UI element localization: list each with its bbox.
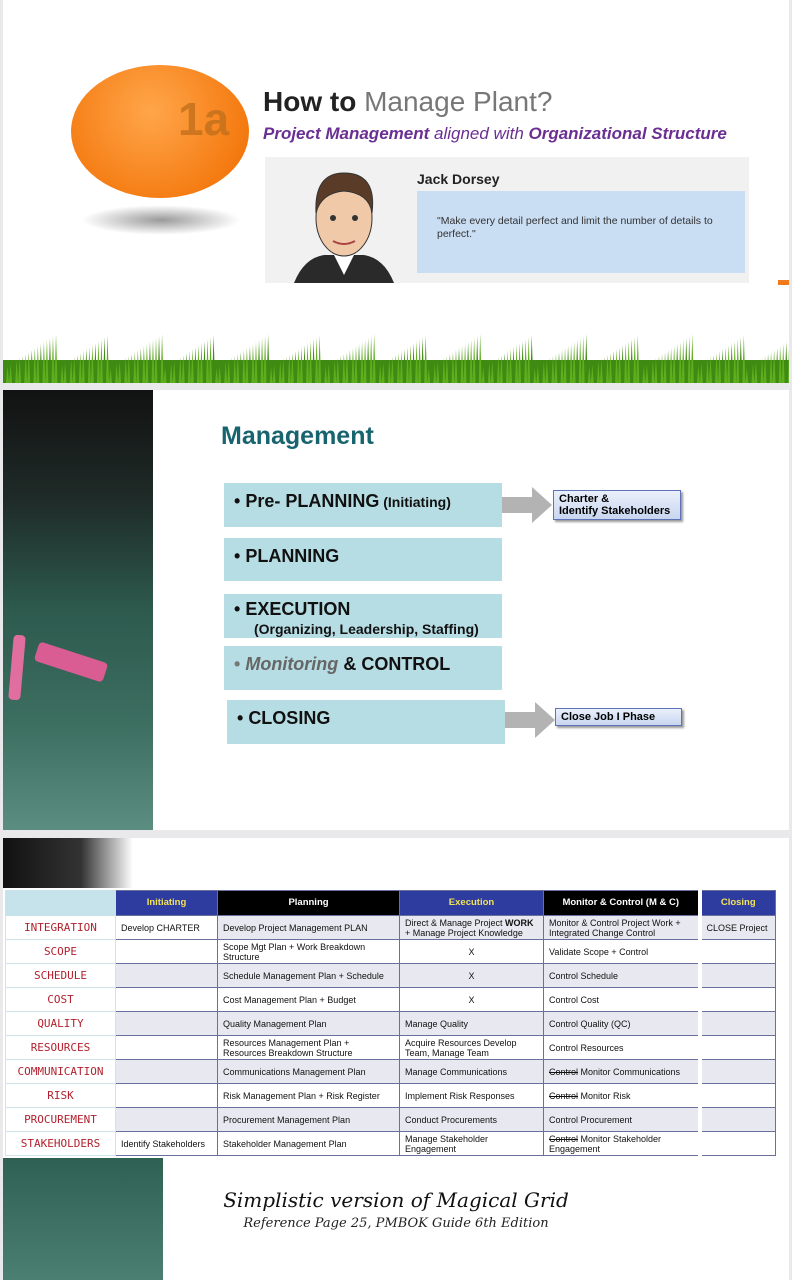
table-cell: Cost Management Plan + Budget (218, 988, 400, 1012)
table-cell: Implement Risk Responses (400, 1084, 544, 1108)
knowledge-area-label: QUALITY (6, 1012, 116, 1036)
footer-title: Simplistic version of Magical Grid (223, 1188, 569, 1212)
table-corner (6, 891, 116, 916)
table-cell: X (400, 940, 544, 964)
table-row (6, 940, 776, 964)
table-cell: Manage Communications (400, 1060, 544, 1084)
table-cell: Scope Mgt Plan + Work Breakdown Structure (218, 940, 400, 964)
table-row (6, 1012, 776, 1036)
callout-charter: Charter & Identify Stakeholders (553, 490, 681, 520)
slide-magical-grid (3, 838, 789, 1280)
chalk-icon (8, 635, 26, 701)
column-header-monitor: Monitor & Control (M & C) (544, 891, 700, 916)
table-cell: Procurement Management Plan (218, 1108, 400, 1132)
quote-author: Jack Dorsey (417, 171, 500, 187)
table-cell: Control Procurement (544, 1108, 700, 1132)
column-header-planning: Planning (218, 891, 400, 916)
orb-shadow (81, 205, 241, 235)
avatar (289, 163, 399, 283)
struck-text: Control (549, 1133, 579, 1144)
table-row (6, 1060, 776, 1084)
accent-bar (778, 280, 789, 285)
table-cell (116, 988, 218, 1012)
section-heading: Management (221, 422, 374, 450)
chalkboard-graphic (3, 390, 153, 830)
table-cell: Develop Project Management PLAN (218, 916, 400, 940)
chalkboard-graphic (3, 838, 133, 888)
slide-number-badge: 1a (178, 93, 230, 145)
cell-text: Monitor Risk (578, 1090, 631, 1101)
table-cell: Control Schedule (544, 964, 700, 988)
table-cell (700, 1132, 776, 1156)
table-cell (400, 916, 544, 940)
phase-planning: • PLANNING (224, 538, 502, 581)
knowledge-area-label: INTEGRATION (6, 916, 116, 940)
struck-text: Control (549, 1090, 579, 1101)
cell-text: Monitor Stakeholder Engagement (549, 1133, 662, 1154)
column-header-initiating: Initiating (116, 891, 218, 916)
table-cell (544, 1132, 700, 1156)
callout-close-job: Close Job I Phase (555, 708, 682, 726)
table-cell: Conduct Procurements (400, 1108, 544, 1132)
table-cell: Identify Stakeholders (116, 1132, 218, 1156)
table-cell: Acquire Resources Develop Team, Manage Team (400, 1036, 544, 1060)
arrow-right-icon (502, 487, 552, 523)
table-cell (700, 1084, 776, 1108)
table-cell (700, 1012, 776, 1036)
table-row (6, 1084, 776, 1108)
table-cell: X (400, 964, 544, 988)
cell-text: Monitor Communications (578, 1066, 681, 1077)
knowledge-area-label: PROCUREMENT (6, 1108, 116, 1132)
table-row (6, 916, 776, 940)
table-row (6, 1108, 776, 1132)
table-cell (700, 940, 776, 964)
table-cell (116, 1108, 218, 1132)
slide-how-to-manage-plant (3, 0, 789, 383)
slide-management (3, 390, 789, 830)
table-cell: Schedule Management Plan + Schedule (218, 964, 400, 988)
table-cell: Control Quality (QC) (544, 1012, 700, 1036)
column-header-closing: Closing (700, 891, 776, 916)
table-cell: Stakeholder Management Plan (218, 1132, 400, 1156)
cell-text: Direct & Manage Project (405, 917, 506, 928)
table-cell: Quality Management Plan (218, 1012, 400, 1036)
table-cell: X (400, 988, 544, 1012)
quote-card (265, 157, 749, 283)
knowledge-area-label: RESOURCES (6, 1036, 116, 1060)
knowledge-area-label: SCHEDULE (6, 964, 116, 988)
footer-reference: Reference Page 25, PMBOK Guide 6th Edition (243, 1216, 549, 1231)
table-row (6, 988, 776, 1012)
grass-graphic (3, 320, 789, 383)
knowledge-area-label: SCOPE (6, 940, 116, 964)
chalk-icon (34, 641, 109, 682)
process-grid-table (5, 890, 776, 1156)
table-cell (116, 1060, 218, 1084)
table-cell (700, 1108, 776, 1132)
column-header-execution: Execution (400, 891, 544, 916)
phase-pre-planning: • Pre- PLANNING (Initiating) (224, 483, 502, 527)
table-cell: Develop CHARTER (116, 916, 218, 940)
quote-bubble: "Make every detail perfect and limit the number of details to perfect." (417, 191, 745, 273)
table-cell (116, 940, 218, 964)
table-cell: Validate Scope + Control (544, 940, 700, 964)
phase-closing: • CLOSING (227, 700, 505, 744)
table-cell: CLOSE Project (700, 916, 776, 940)
table-cell: Control Resources (544, 1036, 700, 1060)
table-cell: Manage Stakeholder Engagement (400, 1132, 544, 1156)
table-cell (116, 964, 218, 988)
table-row (6, 1132, 776, 1156)
table-cell (544, 1084, 700, 1108)
table-cell (116, 1012, 218, 1036)
phase-execution: • EXECUTION (Organizing, Leadership, Staffing) (224, 594, 502, 638)
table-cell: Control Cost (544, 988, 700, 1012)
knowledge-area-label: STAKEHOLDERS (6, 1132, 116, 1156)
table-cell (700, 964, 776, 988)
table-cell (700, 1036, 776, 1060)
table-cell (700, 1060, 776, 1084)
table-cell: Manage Quality (400, 1012, 544, 1036)
table-cell (116, 1036, 218, 1060)
table-cell (700, 988, 776, 1012)
table-row (6, 964, 776, 988)
table-cell: Risk Management Plan + Risk Register (218, 1084, 400, 1108)
table-cell: Resources Management Plan + Resources Breakdown Structure (218, 1036, 400, 1060)
knowledge-area-label: COST (6, 988, 116, 1012)
knowledge-area-label: RISK (6, 1084, 116, 1108)
arrow-right-icon (505, 702, 555, 738)
table-row (6, 1036, 776, 1060)
table-cell: Monitor & Control Project Work + Integrated Change Control (544, 916, 700, 940)
slide-title: How to Manage Plant? (263, 86, 553, 117)
table-cell (544, 1060, 700, 1084)
phase-monitoring-control: • Monitoring & CONTROL (224, 646, 502, 690)
table-cell: Communications Management Plan (218, 1060, 400, 1084)
knowledge-area-label: COMMUNICATION (6, 1060, 116, 1084)
cell-text-bold: WORK (505, 917, 534, 928)
slide-subtitle: Project Management aligned with Organizational Structure (263, 124, 727, 143)
struck-text: Control (549, 1066, 579, 1077)
cell-text: + Manage Project Knowledge (405, 927, 523, 938)
table-cell (116, 1084, 218, 1108)
